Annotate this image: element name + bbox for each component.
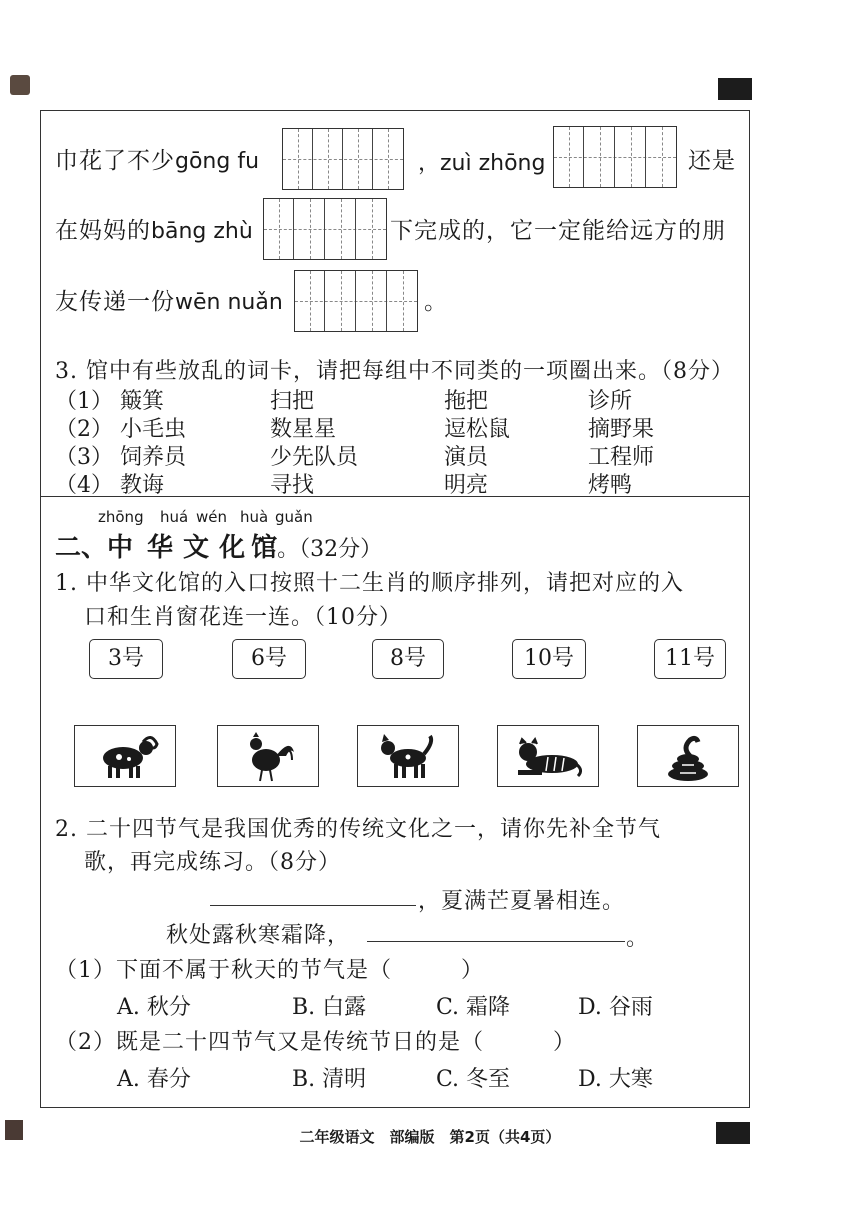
passage-text-haishi: 还是 [688,148,736,174]
tiger-icon [498,726,598,786]
title-score: 。（32分） [277,537,383,562]
word-card[interactable]: 摘野果 [588,417,655,442]
title-char: 文 [183,533,210,563]
entrance-10[interactable]: 10号 [512,639,586,679]
song-line-2-start: 秋处露秋寒霜降， [166,923,351,948]
registration-mark-top-left [10,75,30,95]
word-card[interactable]: 饲养员 [120,445,187,470]
word-card[interactable]: 逗松鼠 [444,417,511,442]
passage-text-line2-end: 下完成的，它一定能给远方的朋 [390,218,726,244]
word-card[interactable]: 教诲 [120,473,165,498]
passage-text: 巾花了不少 [55,148,175,174]
q3-row-number: （2） [55,417,113,442]
entrance-8[interactable]: 8号 [372,639,444,679]
song-line-2-end: 。 [626,926,650,951]
s2q1-line2: 口和生肖窗花连一连。（10分） [84,605,402,630]
writing-grid-zuizhong[interactable] [553,126,677,188]
word-card[interactable]: 工程师 [588,445,655,470]
option-c[interactable]: C. 冬至 [436,1067,511,1092]
entrance-11[interactable]: 11号 [654,639,726,679]
page-footer: 二年级语文 部编版 第2页（共4页） [299,1128,561,1146]
song-blank-2[interactable] [367,941,625,942]
title-char: 馆 [251,533,278,563]
title-char: 中 [107,533,134,563]
word-card[interactable]: 拖把 [444,389,489,414]
passage-line-3 [55,283,283,316]
passage-line-1 [55,142,259,175]
pinyin: huá [160,508,189,526]
q3-row-number: （4） [55,473,113,498]
title-char: 华 [147,533,174,563]
word-card[interactable]: 寻找 [270,473,315,498]
word-card[interactable]: 数星星 [270,417,337,442]
word-card[interactable]: 扫把 [270,389,315,414]
section2-title [55,527,382,564]
option-b[interactable]: B. 清明 [292,1067,367,1092]
option-d[interactable]: D. 谷雨 [578,995,653,1020]
word-card[interactable]: 诊所 [588,389,633,414]
song-blank-1[interactable] [210,905,416,906]
passage-line-2 [55,212,253,245]
pinyin-prompt: wēn nuǎn [175,290,283,315]
entrance-3[interactable]: 3号 [89,639,163,679]
pinyin: zhōng [98,508,144,526]
papercut-snake[interactable] [637,725,739,787]
goat-icon [75,726,175,786]
sub-question-1: （1）下面不属于秋天的节气是（ ） [55,958,484,983]
writing-grid-bangzhu[interactable] [263,198,387,260]
q3-row-number: （3） [55,445,113,470]
section-number: 二、 [55,533,108,563]
passage-text: 在妈妈的 [55,218,151,244]
word-card[interactable]: 少先队员 [270,445,359,470]
word-card[interactable]: 烤鸭 [588,473,633,498]
option-c[interactable]: C. 霜降 [436,995,511,1020]
s2q2-line1: 2. 二十四节气是我国优秀的传统文化之一，请你先补全节气 [55,817,661,842]
pinyin: guǎn [275,508,313,526]
pinyin-prompt: bāng zhù [151,219,253,244]
song-line-1: ，夏满芒夏暑相连。 [418,889,626,914]
papercut-dog[interactable] [357,725,459,787]
word-card[interactable]: 簸箕 [120,389,165,414]
option-a[interactable]: A. 春分 [117,1067,191,1092]
pinyin-prompt-zuizhong: ，zuì zhōng [418,151,546,176]
word-card[interactable]: 明亮 [444,473,489,498]
sub-question-2: （2）既是二十四节气又是传统节日的是（ ） [55,1030,576,1055]
word-card[interactable]: 小毛虫 [120,417,187,442]
papercut-tiger[interactable] [497,725,599,787]
passage-period: 。 [424,289,448,315]
title-char: 化 [219,533,246,563]
q3-row-number: （1） [55,389,113,414]
registration-mark-top-right [718,78,752,100]
option-a[interactable]: A. 秋分 [117,995,191,1020]
word-card[interactable]: 演员 [444,445,489,470]
dog-icon [358,726,458,786]
pinyin: huà [240,508,269,526]
writing-grid-wennuan[interactable] [294,270,418,332]
writing-grid-gongfu[interactable] [282,128,404,190]
option-d[interactable]: D. 大寒 [578,1067,653,1092]
s2q2-line2: 歌，再完成练习。（8分） [84,850,341,875]
passage-text: 友传递一份 [55,289,175,315]
entrance-6[interactable]: 6号 [232,639,306,679]
rooster-icon [218,726,318,786]
papercut-rooster[interactable] [217,725,319,787]
s2q1-line1: 1. 中华文化馆的入口按照十二生肖的顺序排列，请把对应的入 [55,571,684,596]
pinyin: wén [196,508,228,526]
snake-icon [638,726,738,786]
papercut-goat[interactable] [74,725,176,787]
pinyin-prompt: gōng fu [175,149,260,174]
q3-title: 3. 馆中有些放乱的词卡，请把每组中不同类的一项圈出来。（8分） [55,359,734,384]
option-b[interactable]: B. 白露 [292,995,367,1020]
